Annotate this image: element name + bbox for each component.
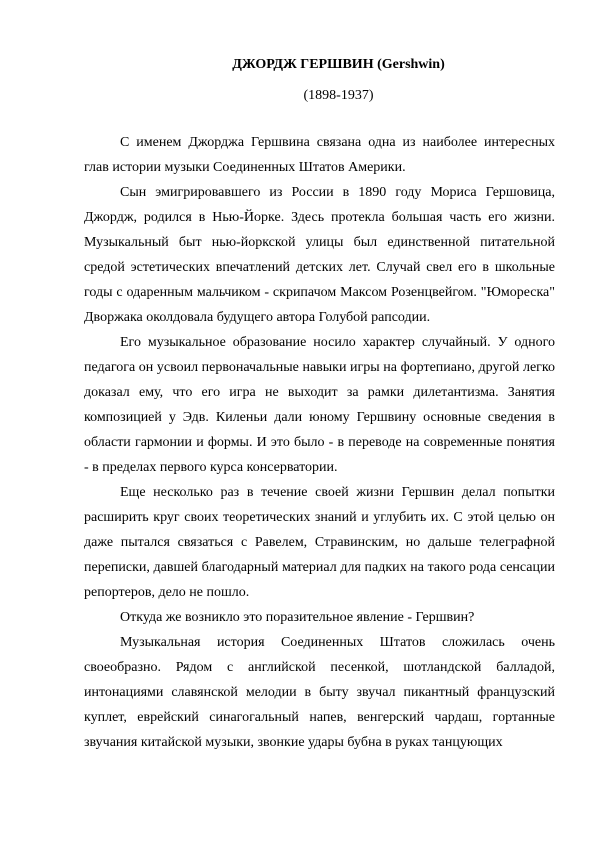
paragraph: С именем Джорджа Гершвина связана одна из наиболее интересных глав истории музыки Соединенных Штатов Америки. xyxy=(84,135,555,175)
document-years: (1898-1937) xyxy=(303,88,374,103)
document-title: ДЖОРДЖ ГЕРШВИН (Gershwin) xyxy=(232,57,445,72)
paragraph: Музыкальная история Соединенных Штатов сложилась очень своеобразно. Рядом с английской песенкой, шотландской балладой, интонациями славянской мелодии в быту звучал пикантный французский куплет, еврейский синагогальный напев, венгерский чардаш, гортанные звучания китайской музыки, звонкие удары бубна в руках танцующих xyxy=(84,635,555,750)
paragraph: Еще несколько раз в течение своей жизни Гершвин делал попытки расширить круг своих теоретических знаний и углубить их. С этой целью он даже пытался связаться с Равелем, Стравинским, но дальше телеграфной переписки, давшей благодарный материал для падких на такого рода сенсации репортеров, дело не пошло. xyxy=(84,485,555,600)
paragraph: Его музыкальное образование носило характер случайный. У одного педагога он усвоил первоначальные навыки игры на фортепиано, другой легко доказал ему, что его игра не выходит за рамки дилетантизма. Занятия композицией у Эдв. Киленьи дали юному Гершвину основные сведения в области гармонии и формы. И это было - в переводе на современные понятия - в пределах первого курса консерватории. xyxy=(84,335,555,475)
paragraph: Откуда же возникло это поразительное явление - Гершвин? xyxy=(120,610,475,625)
document-body xyxy=(84,130,555,755)
paragraph: Сын эмигрировавшего из России в 1890 году Мориса Гершовица, Джордж, родился в Нью-Йорке. Здесь протекла большая часть его жизни. Музыкальный быт нью-йоркской улицы был единственной питательной средой эстетических впечатлений детских лет. Случай свел его в школьные годы с одаренным мальчиком - скрипачом Максом Розенцвейгом. "Юмореска" Дворжака околдовала будущего автора Голубой рапсодии. xyxy=(84,185,555,325)
